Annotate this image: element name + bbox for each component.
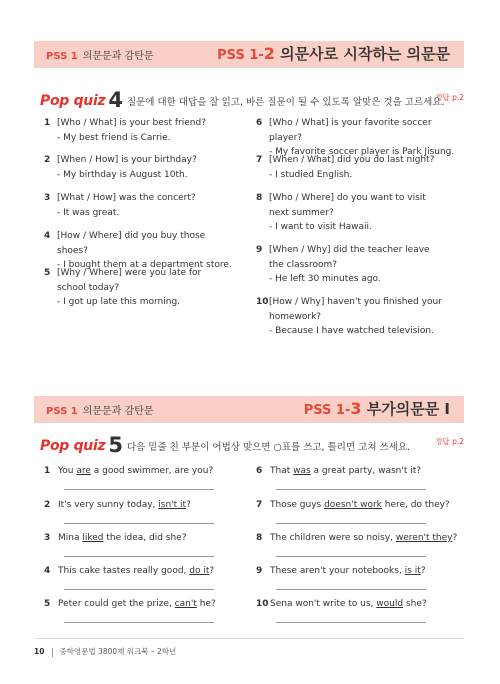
- question-item: [44, 153, 234, 182]
- answer-text: - My birthday is August 10th.: [57, 169, 188, 180]
- underlined-phrase: are: [76, 466, 91, 476]
- divider: [34, 422, 464, 423]
- question-item: [256, 295, 456, 339]
- question-number: 10: [256, 297, 269, 307]
- question-number: 7: [256, 500, 263, 510]
- question-item: [44, 191, 234, 220]
- question-number: 10: [256, 599, 269, 609]
- question-number: 8: [256, 193, 263, 203]
- question-number: 6: [256, 118, 263, 128]
- section-label: [46, 47, 154, 62]
- question-number: 3: [44, 533, 51, 543]
- pss-code: PSS 1-: [217, 48, 264, 63]
- underlined-phrase: isn't it: [158, 500, 187, 510]
- question-item: [44, 500, 234, 510]
- section-title: [304, 398, 450, 419]
- underlined-phrase: would: [376, 599, 404, 609]
- section-title-text: 의문사로 시작하는 의문문: [274, 45, 450, 63]
- question-text: [270, 566, 446, 576]
- answer-text: - Because I have watched television.: [269, 326, 434, 336]
- question-number: 7: [256, 155, 263, 165]
- answer-blank[interactable]: [276, 523, 426, 524]
- section-header-band: [34, 41, 464, 67]
- question-text: [58, 599, 234, 609]
- sentence-part: a good swimmer, are you?: [90, 466, 214, 476]
- question-text[interactable]: [Who / What] is your favorite soccer player?: [269, 118, 432, 143]
- answer-blank[interactable]: [276, 589, 426, 590]
- sentence-part: These aren't your notebooks,: [270, 566, 405, 576]
- question-number: 1: [44, 118, 51, 128]
- section-subtitle: 의문문과 감탄문: [82, 406, 154, 417]
- question-item: [44, 466, 234, 476]
- question-text: [58, 533, 234, 543]
- question-number: 9: [256, 245, 263, 255]
- section-title: [217, 43, 450, 64]
- section-label: [46, 402, 154, 417]
- pss-tag: PSS 1: [46, 51, 78, 62]
- underlined-phrase: liked: [82, 533, 104, 543]
- question-number: 4: [44, 231, 51, 241]
- question-number: 3: [44, 193, 51, 203]
- question-number: 4: [44, 566, 51, 576]
- sentence-part: It's very sunny today,: [58, 500, 159, 510]
- section-header-band: [34, 396, 464, 422]
- answer-blank[interactable]: [276, 622, 426, 623]
- answer-text: - My best friend is Carrie.: [57, 132, 171, 143]
- question-item: [44, 599, 234, 609]
- question-item: [44, 116, 234, 145]
- sentence-part: Mina: [58, 533, 83, 543]
- pss-code: PSS 1-: [303, 403, 351, 418]
- sentence-part: she?: [403, 599, 427, 609]
- answer-blank[interactable]: [64, 622, 214, 623]
- answer-text: - I want to visit Hawaii.: [269, 222, 372, 232]
- sentence-part: Sena won't write to us,: [270, 599, 377, 609]
- answer-text: - It was great.: [57, 207, 120, 218]
- answer-text: - My favorite soccer player is Park Jisung.: [269, 147, 455, 157]
- question-text[interactable]: [When / Why] did the teacher leave the classroom?: [269, 245, 430, 270]
- question-item: [44, 266, 224, 310]
- question-text[interactable]: [Why / Where] were you late for school today?: [57, 268, 202, 293]
- question-number: 6: [256, 466, 263, 476]
- answer-text: - I bought them at a department store.: [57, 260, 232, 270]
- question-text[interactable]: [Who / What] is your best friend?: [57, 118, 206, 128]
- question-text[interactable]: [How / Why] haven't you finished your homework?: [269, 297, 442, 322]
- question-number: 1: [44, 466, 51, 476]
- answer-text: - I studied English.: [269, 169, 353, 180]
- question-text[interactable]: [When / How] is your birthday?: [57, 155, 197, 165]
- pss-code-number: 2: [263, 44, 275, 63]
- sentence-part: Peter could get the prize,: [58, 599, 175, 609]
- sentence-part: The children were so noisy,: [270, 533, 396, 543]
- sentence-part: ?: [420, 566, 426, 576]
- book-title: 중학영문법 3800제 워크북 – 2학년: [59, 647, 177, 656]
- question-item: [256, 566, 446, 576]
- footer-divider: [34, 638, 464, 639]
- underlined-phrase: weren't they: [395, 533, 453, 543]
- question-item: [256, 191, 441, 235]
- quiz-header: [40, 86, 445, 112]
- section-title-text: 부가의문문 Ⅰ: [361, 400, 450, 418]
- question-item: [256, 599, 446, 609]
- sentence-part: This cake tastes really good,: [58, 566, 190, 576]
- answer-blank[interactable]: [276, 556, 426, 557]
- sentence-part: That: [270, 466, 294, 476]
- answer-text: - I got up late this morning.: [57, 297, 181, 307]
- sentence-part: Those guys: [270, 500, 325, 510]
- pss-code-number: 3: [350, 399, 362, 418]
- footer-separator: [52, 648, 53, 657]
- answer-blank[interactable]: [64, 556, 214, 557]
- underlined-phrase: doesn't work: [324, 500, 382, 510]
- question-text[interactable]: [When / What] did you do last night?: [269, 155, 435, 165]
- question-item: [256, 533, 458, 543]
- quiz-instruction: 다음 밑줄 친 부분이 어법상 맞으면 ○표를 쓰고, 틀리면 고쳐 쓰세요.: [126, 442, 411, 453]
- underlined-phrase: was: [293, 466, 311, 476]
- pop-quiz-logo: Pop quiz: [40, 93, 106, 109]
- quiz-number: 4: [108, 88, 123, 112]
- answer-page-link[interactable]: 정답 p.2: [435, 437, 464, 446]
- question-number: 9: [256, 566, 263, 576]
- question-item: [44, 566, 234, 576]
- question-item: [256, 500, 450, 510]
- answer-page-link[interactable]: 정답 p.2: [435, 93, 464, 102]
- sentence-part: You: [58, 466, 77, 476]
- answer-blank[interactable]: [64, 523, 214, 524]
- question-text: [58, 566, 234, 576]
- question-number: 5: [44, 268, 51, 278]
- quiz-number: 5: [108, 433, 123, 457]
- pop-quiz-logo: Pop quiz: [40, 438, 106, 454]
- page-number: 10: [34, 647, 45, 656]
- question-text[interactable]: [How / Where] did you buy those shoes?: [57, 231, 206, 256]
- pss-tag: PSS 1: [46, 406, 78, 417]
- answer-blank[interactable]: [64, 489, 214, 490]
- sentence-part: ?: [209, 566, 215, 576]
- answer-blank[interactable]: [64, 589, 214, 590]
- quiz-header: [40, 431, 411, 457]
- question-text: [58, 466, 234, 476]
- sentence-part: here, do they?: [381, 500, 450, 510]
- question-text: [58, 500, 234, 510]
- question-number: 5: [44, 599, 51, 609]
- underlined-phrase: can't: [174, 599, 197, 609]
- question-text: [270, 599, 446, 609]
- section-subtitle: 의문문과 감탄문: [82, 51, 154, 62]
- question-item: [256, 243, 441, 287]
- question-text: [270, 500, 450, 510]
- answer-text: - He left 30 minutes ago.: [269, 274, 381, 284]
- question-number: 2: [44, 155, 51, 165]
- question-item: [44, 533, 234, 543]
- question-item: [256, 153, 461, 182]
- underlined-phrase: do it: [189, 566, 210, 576]
- question-number: 2: [44, 500, 51, 510]
- question-number: 8: [256, 533, 263, 543]
- answer-blank[interactable]: [276, 489, 426, 490]
- quiz-instruction: 질문에 대한 대답을 잘 읽고, 바른 질문이 될 수 있도록 알맞은 것을 고르세요.: [126, 97, 445, 108]
- page-footer: [34, 646, 176, 657]
- sentence-part: ?: [186, 500, 191, 510]
- underlined-phrase: is it: [404, 566, 421, 576]
- question-text[interactable]: [Who / Where] do you want to visit next summer?: [269, 193, 426, 218]
- sentence-part: a great party, wasn't it?: [310, 466, 422, 476]
- sentence-part: ?: [452, 533, 458, 543]
- divider: [34, 67, 464, 68]
- sentence-part: the idea, did she?: [103, 533, 187, 543]
- sentence-part: he?: [196, 599, 216, 609]
- question-item: [256, 466, 446, 476]
- question-text: [270, 466, 446, 476]
- question-text: [270, 533, 458, 543]
- question-text[interactable]: [What / How] was the concert?: [57, 193, 196, 203]
